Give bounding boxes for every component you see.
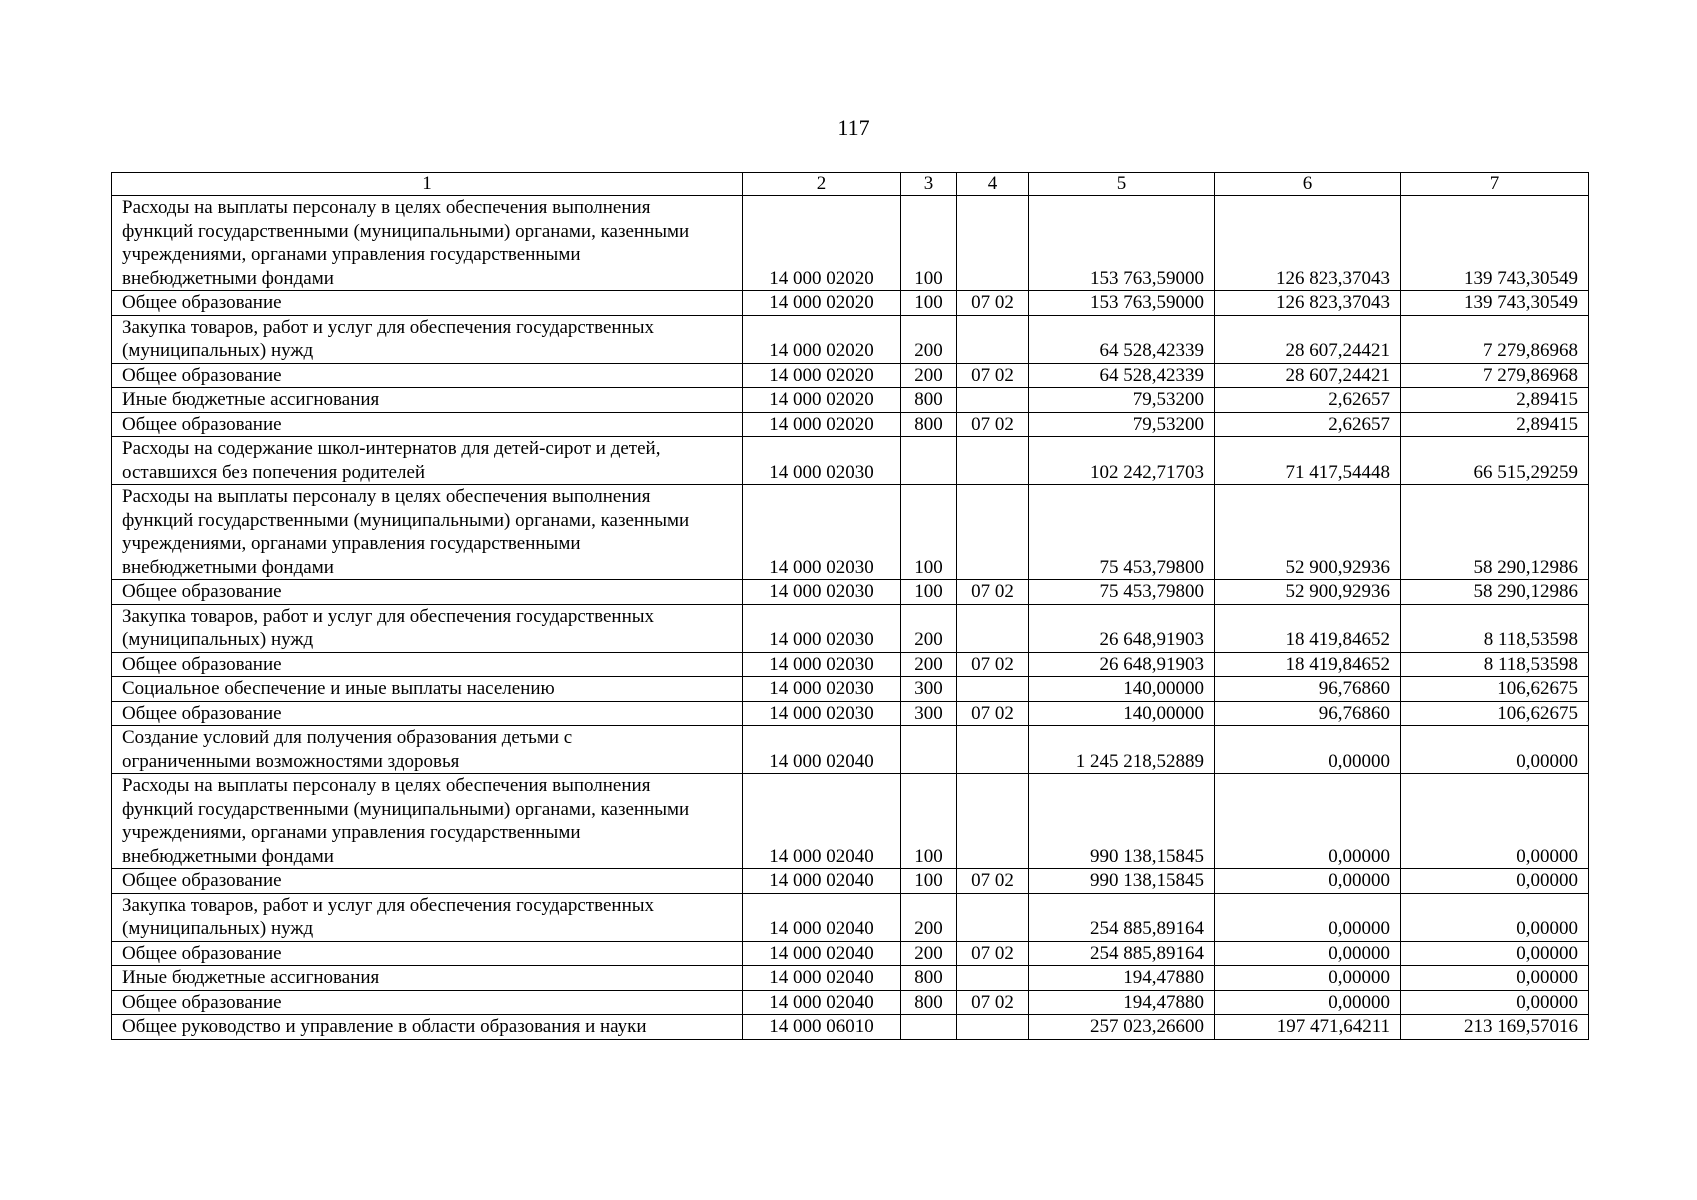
cell-target-article: 14 000 02020 — [743, 363, 901, 388]
cell-section-code — [957, 485, 1029, 580]
cell-section-code — [957, 677, 1029, 702]
cell-amount-col6: 52 900,92936 — [1215, 580, 1401, 605]
cell-amount-col6: 126 823,37043 — [1215, 291, 1401, 316]
cell-expense-type — [901, 1015, 957, 1040]
cell-amount-col5: 64 528,42339 — [1029, 315, 1215, 363]
cell-amount-col7: 0,00000 — [1401, 893, 1589, 941]
cell-amount-col7: 0,00000 — [1401, 869, 1589, 894]
cell-section-code: 07 02 — [957, 412, 1029, 437]
cell-expense-type: 800 — [901, 412, 957, 437]
cell-target-article: 14 000 02040 — [743, 966, 901, 991]
cell-amount-col5: 26 648,91903 — [1029, 652, 1215, 677]
table-row — [112, 701, 1589, 726]
cell-expense-type: 100 — [901, 291, 957, 316]
cell-expense-type: 100 — [901, 196, 957, 291]
cell-target-article: 14 000 02020 — [743, 412, 901, 437]
cell-amount-col7: 58 290,12986 — [1401, 580, 1589, 605]
cell-target-article: 14 000 02030 — [743, 701, 901, 726]
cell-expense-name: Расходы на выплаты персоналу в целях обеспечения выполнения функций государственными (муниципальными) органами, казенными учреждениями, органами управления государственными внебюджетными фондами — [112, 196, 743, 291]
cell-expense-name: Закупка товаров, работ и услуг для обеспечения государственных (муниципальных) нужд — [112, 315, 743, 363]
table-row — [112, 437, 1589, 485]
cell-amount-col7: 7 279,86968 — [1401, 363, 1589, 388]
cell-amount-col5: 1 245 218,52889 — [1029, 726, 1215, 774]
header-col-2: 2 — [743, 173, 901, 196]
cell-expense-name: Закупка товаров, работ и услуг для обеспечения государственных (муниципальных) нужд — [112, 604, 743, 652]
cell-expense-type: 300 — [901, 701, 957, 726]
cell-section-code: 07 02 — [957, 363, 1029, 388]
table-row — [112, 726, 1589, 774]
cell-expense-name: Общее образование — [112, 990, 743, 1015]
cell-amount-col7: 7 279,86968 — [1401, 315, 1589, 363]
cell-amount-col6: 2,62657 — [1215, 412, 1401, 437]
cell-amount-col7: 0,00000 — [1401, 941, 1589, 966]
cell-expense-name: Расходы на содержание школ-интернатов для детей-сирот и детей, оставшихся без попечения родителей — [112, 437, 743, 485]
cell-expense-name: Общее образование — [112, 291, 743, 316]
cell-section-code — [957, 437, 1029, 485]
cell-amount-col5: 75 453,79800 — [1029, 485, 1215, 580]
cell-amount-col6: 18 419,84652 — [1215, 652, 1401, 677]
cell-section-code — [957, 966, 1029, 991]
cell-expense-type: 800 — [901, 388, 957, 413]
table-row — [112, 893, 1589, 941]
cell-target-article: 14 000 06010 — [743, 1015, 901, 1040]
header-col-7: 7 — [1401, 173, 1589, 196]
cell-amount-col6: 0,00000 — [1215, 990, 1401, 1015]
cell-amount-col6: 28 607,24421 — [1215, 363, 1401, 388]
cell-expense-name: Иные бюджетные ассигнования — [112, 966, 743, 991]
table-row — [112, 388, 1589, 413]
cell-expense-type: 200 — [901, 363, 957, 388]
cell-expense-name: Общее образование — [112, 941, 743, 966]
cell-target-article: 14 000 02020 — [743, 315, 901, 363]
table-row — [112, 412, 1589, 437]
cell-amount-col5: 79,53200 — [1029, 388, 1215, 413]
cell-expense-type: 200 — [901, 941, 957, 966]
cell-amount-col7: 0,00000 — [1401, 990, 1589, 1015]
cell-expense-type: 800 — [901, 966, 957, 991]
cell-expense-type: 200 — [901, 893, 957, 941]
cell-target-article: 14 000 02020 — [743, 196, 901, 291]
table-row — [112, 291, 1589, 316]
cell-amount-col6: 0,00000 — [1215, 941, 1401, 966]
cell-amount-col6: 96,76860 — [1215, 701, 1401, 726]
cell-expense-name: Закупка товаров, работ и услуг для обеспечения государственных (муниципальных) нужд — [112, 893, 743, 941]
cell-section-code: 07 02 — [957, 990, 1029, 1015]
table-row — [112, 990, 1589, 1015]
cell-expense-name: Расходы на выплаты персоналу в целях обеспечения выполнения функций государственными (муниципальными) органами, казенными учреждениями, органами управления государственными внебюджетными фондами — [112, 774, 743, 869]
cell-amount-col5: 64 528,42339 — [1029, 363, 1215, 388]
cell-amount-col5: 990 138,15845 — [1029, 869, 1215, 894]
cell-expense-type — [901, 437, 957, 485]
cell-expense-name: Общее образование — [112, 652, 743, 677]
cell-expense-name: Общее образование — [112, 412, 743, 437]
cell-amount-col5: 140,00000 — [1029, 701, 1215, 726]
table-row — [112, 1015, 1589, 1040]
cell-target-article: 14 000 02040 — [743, 774, 901, 869]
cell-section-code — [957, 1015, 1029, 1040]
cell-section-code: 07 02 — [957, 291, 1029, 316]
cell-amount-col5: 254 885,89164 — [1029, 893, 1215, 941]
cell-section-code: 07 02 — [957, 652, 1029, 677]
cell-expense-type: 100 — [901, 485, 957, 580]
cell-expense-type — [901, 726, 957, 774]
cell-section-code: 07 02 — [957, 701, 1029, 726]
cell-amount-col5: 102 242,71703 — [1029, 437, 1215, 485]
cell-expense-type: 200 — [901, 604, 957, 652]
cell-expense-type: 100 — [901, 869, 957, 894]
table-row — [112, 677, 1589, 702]
table-row — [112, 580, 1589, 605]
cell-section-code — [957, 388, 1029, 413]
cell-amount-col6: 71 417,54448 — [1215, 437, 1401, 485]
cell-amount-col7: 58 290,12986 — [1401, 485, 1589, 580]
cell-amount-col5: 257 023,26600 — [1029, 1015, 1215, 1040]
cell-amount-col7: 8 118,53598 — [1401, 652, 1589, 677]
cell-target-article: 14 000 02040 — [743, 869, 901, 894]
cell-target-article: 14 000 02040 — [743, 990, 901, 1015]
table-body — [112, 196, 1589, 1040]
header-col-3: 3 — [901, 173, 957, 196]
cell-expense-name: Общее образование — [112, 701, 743, 726]
cell-target-article: 14 000 02030 — [743, 604, 901, 652]
header-col-5: 5 — [1029, 173, 1215, 196]
cell-amount-col6: 0,00000 — [1215, 966, 1401, 991]
cell-expense-name: Социальное обеспечение и иные выплаты населению — [112, 677, 743, 702]
cell-expense-name: Общее образование — [112, 363, 743, 388]
cell-expense-type: 800 — [901, 990, 957, 1015]
cell-amount-col5: 194,47880 — [1029, 990, 1215, 1015]
cell-section-code — [957, 893, 1029, 941]
cell-expense-type: 100 — [901, 774, 957, 869]
cell-section-code: 07 02 — [957, 580, 1029, 605]
cell-expense-name: Общее образование — [112, 580, 743, 605]
table-row — [112, 196, 1589, 291]
cell-amount-col6: 96,76860 — [1215, 677, 1401, 702]
cell-section-code — [957, 726, 1029, 774]
cell-amount-col7: 2,89415 — [1401, 388, 1589, 413]
cell-target-article: 14 000 02040 — [743, 726, 901, 774]
cell-amount-col7: 2,89415 — [1401, 412, 1589, 437]
cell-amount-col6: 28 607,24421 — [1215, 315, 1401, 363]
header-col-1: 1 — [112, 173, 743, 196]
table-row — [112, 315, 1589, 363]
cell-target-article: 14 000 02030 — [743, 677, 901, 702]
cell-amount-col5: 75 453,79800 — [1029, 580, 1215, 605]
cell-amount-col6: 0,00000 — [1215, 869, 1401, 894]
cell-amount-col5: 194,47880 — [1029, 966, 1215, 991]
cell-amount-col6: 52 900,92936 — [1215, 485, 1401, 580]
cell-target-article: 14 000 02030 — [743, 580, 901, 605]
cell-amount-col6: 0,00000 — [1215, 893, 1401, 941]
cell-section-code: 07 02 — [957, 941, 1029, 966]
cell-amount-col5: 26 648,91903 — [1029, 604, 1215, 652]
cell-amount-col6: 18 419,84652 — [1215, 604, 1401, 652]
table-row — [112, 485, 1589, 580]
cell-section-code — [957, 196, 1029, 291]
cell-amount-col7: 8 118,53598 — [1401, 604, 1589, 652]
cell-expense-name: Общее образование — [112, 869, 743, 894]
cell-section-code — [957, 604, 1029, 652]
cell-amount-col7: 0,00000 — [1401, 966, 1589, 991]
cell-expense-type: 200 — [901, 315, 957, 363]
header-col-4: 4 — [957, 173, 1029, 196]
budget-table — [111, 172, 1589, 1040]
cell-expense-type: 100 — [901, 580, 957, 605]
header-col-6: 6 — [1215, 173, 1401, 196]
cell-expense-name: Создание условий для получения образования детьми с ограниченными возможностями здоровья — [112, 726, 743, 774]
cell-amount-col5: 990 138,15845 — [1029, 774, 1215, 869]
cell-amount-col7: 213 169,57016 — [1401, 1015, 1589, 1040]
cell-target-article: 14 000 02030 — [743, 437, 901, 485]
table-row — [112, 869, 1589, 894]
cell-amount-col7: 139 743,30549 — [1401, 291, 1589, 316]
cell-amount-col7: 106,62675 — [1401, 701, 1589, 726]
cell-target-article: 14 000 02040 — [743, 893, 901, 941]
cell-target-article: 14 000 02020 — [743, 388, 901, 413]
cell-amount-col6: 126 823,37043 — [1215, 196, 1401, 291]
cell-amount-col7: 139 743,30549 — [1401, 196, 1589, 291]
table-row — [112, 941, 1589, 966]
cell-amount-col7: 66 515,29259 — [1401, 437, 1589, 485]
cell-amount-col7: 0,00000 — [1401, 774, 1589, 869]
header-row — [112, 173, 1589, 196]
cell-amount-col6: 0,00000 — [1215, 774, 1401, 869]
cell-target-article: 14 000 02030 — [743, 652, 901, 677]
cell-amount-col5: 153 763,59000 — [1029, 196, 1215, 291]
cell-section-code — [957, 774, 1029, 869]
cell-expense-name: Иные бюджетные ассигнования — [112, 388, 743, 413]
cell-target-article: 14 000 02020 — [743, 291, 901, 316]
cell-amount-col5: 153 763,59000 — [1029, 291, 1215, 316]
cell-amount-col6: 2,62657 — [1215, 388, 1401, 413]
table-row — [112, 604, 1589, 652]
table-row — [112, 966, 1589, 991]
cell-amount-col6: 0,00000 — [1215, 726, 1401, 774]
cell-amount-col7: 106,62675 — [1401, 677, 1589, 702]
cell-amount-col5: 79,53200 — [1029, 412, 1215, 437]
table-row — [112, 652, 1589, 677]
page-number: 117 — [837, 115, 870, 140]
table-row — [112, 363, 1589, 388]
cell-target-article: 14 000 02040 — [743, 941, 901, 966]
cell-expense-name: Расходы на выплаты персоналу в целях обеспечения выполнения функций государственными (муниципальными) органами, казенными учреждениями, органами управления государственными внебюджетными фондами — [112, 485, 743, 580]
cell-amount-col5: 140,00000 — [1029, 677, 1215, 702]
cell-section-code: 07 02 — [957, 869, 1029, 894]
cell-expense-type: 300 — [901, 677, 957, 702]
cell-amount-col5: 254 885,89164 — [1029, 941, 1215, 966]
cell-target-article: 14 000 02030 — [743, 485, 901, 580]
cell-amount-col6: 197 471,64211 — [1215, 1015, 1401, 1040]
table-row — [112, 774, 1589, 869]
cell-expense-type: 200 — [901, 652, 957, 677]
cell-expense-name: Общее руководство и управление в области образования и науки — [112, 1015, 743, 1040]
cell-amount-col7: 0,00000 — [1401, 726, 1589, 774]
cell-section-code — [957, 315, 1029, 363]
